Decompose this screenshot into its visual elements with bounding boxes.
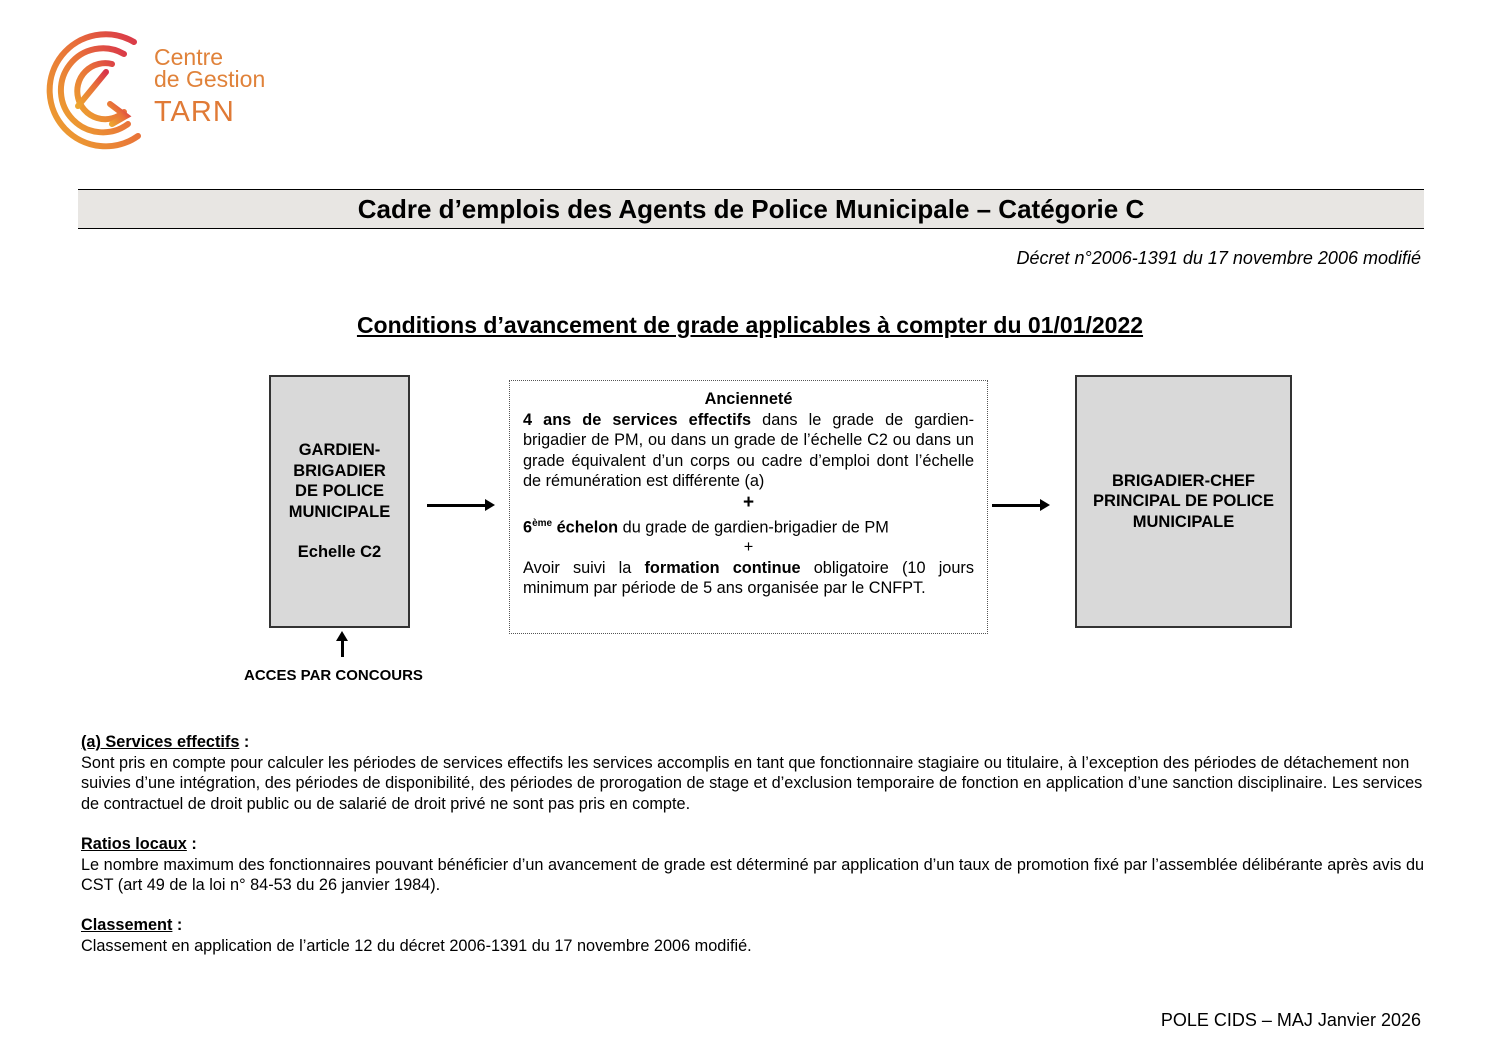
plus-sign-bold: + — [742, 491, 755, 513]
logo-text-line-3: TARN — [154, 96, 235, 128]
target-grade-line: BRIGADIER-CHEF — [1112, 471, 1255, 490]
right-arrow-icon — [992, 504, 1041, 507]
note-heading-suffix: : — [172, 916, 183, 934]
conditions-heading: Ancienneté — [704, 390, 793, 408]
current-grade-scale: Echelle C2 — [297, 543, 382, 562]
current-grade-line: BRIGADIER — [293, 461, 386, 480]
target-grade-line: MUNICIPALE — [1132, 512, 1235, 531]
echelon-bold: échelon — [552, 517, 619, 536]
decree-reference: Décret n°2006-1391 du 17 novembre 2006 modifié — [1016, 248, 1421, 268]
plus-sign: + — [743, 538, 754, 557]
seniority-bold: 4 ans de services effectifs — [523, 410, 752, 429]
note-heading — [81, 732, 1431, 753]
cdg-tarn-logo — [38, 24, 288, 152]
title-band — [78, 189, 1424, 229]
training-text: obligatoire (10 jours minimum par période de 5 ans organisée par le CNFPT. — [523, 558, 974, 598]
current-grade-line: DE POLICE — [295, 482, 384, 501]
note-text: Classement en application de l’article 12 du décret 2006-1391 du 17 novembre 2006 modifié. — [81, 936, 752, 955]
note-text: Sont pris en compte pour calculer les périodes de services effectifs les services accomplis en tant que fonctionnaire stagiaire ou titulaire, à l’exception des périodes de détachement non suivies d’une intégration, des périodes de disponibilité, des périodes de prorogation de stage et d’exclusion temporaire de fonction en application d’une sanction disciplinaire. Les services de contractuel de droit public ou de salarié de droit privé ne sont pas pris en compte. — [81, 753, 1423, 813]
note-ratios-locaux — [81, 834, 1431, 896]
target-grade-box — [1075, 375, 1292, 628]
section-subtitle — [0, 312, 1497, 339]
current-grade-box — [269, 375, 410, 628]
access-label: ACCES PAR CONCOURS — [244, 667, 423, 684]
note-heading — [81, 834, 1431, 855]
training-pre: Avoir suivi la — [523, 558, 645, 577]
seniority-condition — [523, 410, 974, 492]
logo-text-line-1: Centre — [154, 44, 224, 70]
note-heading-suffix: : — [186, 835, 197, 853]
page-title: Cadre d’emplois des Agents de Police Municipale – Catégorie C — [357, 193, 1145, 224]
note-classement — [81, 915, 1431, 956]
note-heading-text: Ratios locaux — [81, 835, 187, 853]
promotion-conditions-box — [509, 380, 988, 634]
current-grade-line: GARDIEN- — [298, 441, 381, 460]
seniority-text: dans le grade de gardien-brigadier de PM, ou dans un grade de l’échelle C2 ou dans un grade équivalent d’un corps ou cadre d’emploi dont l’échelle de rémunération est différente (a) — [523, 410, 974, 490]
up-arrow-icon — [341, 640, 344, 657]
logo-text-line-2: de Gestion — [154, 66, 266, 92]
note-heading — [81, 915, 1431, 936]
note-services-effectifs — [81, 732, 1431, 814]
logo-emblem-icon — [38, 24, 154, 152]
note-text: Le nombre maximum des fonctionnaires pouvant bénéficier d’un avancement de grade est déterminé par application d’un taux de promotion fixé par l’assemblée délibérante après avis du CST (art 49 de la loi n° 84-53 du 26 janvier 1984). — [81, 855, 1425, 894]
note-heading-suffix: : — [239, 733, 250, 751]
right-arrow-icon — [427, 504, 486, 507]
subtitle-text: Conditions d’avancement de grade applicables à compter du 01/01/2022 — [356, 312, 1144, 338]
echelon-text: du grade de gardien-brigadier de PM — [618, 517, 889, 536]
note-heading-text: (a) Services effectifs — [81, 733, 240, 751]
note-heading-text: Classement — [81, 916, 173, 934]
training-condition — [523, 558, 974, 599]
echelon-condition — [523, 514, 974, 538]
target-grade-line: PRINCIPAL DE POLICE — [1093, 492, 1274, 511]
footer-update-info: POLE CIDS – MAJ Janvier 2026 — [1160, 1010, 1421, 1030]
current-grade-line: MUNICIPALE — [288, 502, 391, 521]
training-bold: formation continue — [644, 558, 801, 577]
echelon-superscript: ème — [532, 517, 553, 529]
echelon-number: 6 — [523, 517, 533, 536]
